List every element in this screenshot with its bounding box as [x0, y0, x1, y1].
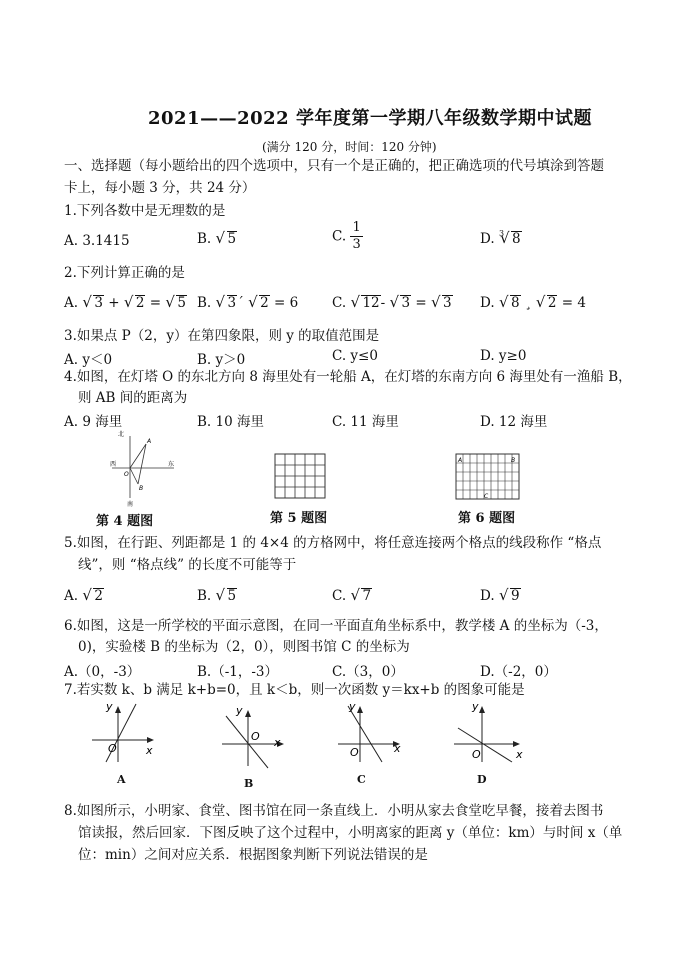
fig5-grid: [274, 453, 328, 501]
q1-option-a: A. 3.1415: [64, 233, 130, 249]
y-axis-label: y: [349, 700, 356, 713]
q2-a-r2: 2: [135, 295, 145, 311]
q1-stem: 1.下列各数中是无理数的是: [64, 203, 226, 219]
q2-c-op: -: [380, 295, 386, 311]
q7-graph-a-label: A: [117, 773, 126, 786]
q2-d-label: D.: [480, 295, 495, 311]
q4-line1: 4.如图，在灯塔 O 的东北方向 8 海里处有一轮船 A，在灯塔的东南方向 6 海里处有一渔船 B，: [64, 369, 632, 385]
q5-d-radicand: 9: [510, 588, 520, 604]
q2-b-r2: 2: [260, 295, 269, 311]
fraction: [350, 220, 362, 253]
sqrt-symbol: [165, 295, 187, 311]
page-title: 2021——2022 学年度第一学期八年级数学期中试题: [148, 108, 592, 129]
q6-option-d: D.（-2，0）: [480, 664, 557, 680]
q5-b-radicand: 5: [227, 588, 237, 604]
q1-d-radicand: 8: [512, 231, 521, 247]
q5-option-a: [64, 588, 104, 604]
q2-c-label: C.: [332, 295, 347, 311]
sqrt-symbol: [82, 295, 104, 311]
sqrt-symbol: [216, 588, 238, 604]
q2-d-r2: 2: [547, 295, 557, 311]
x-axis-label: x: [394, 742, 401, 755]
q2-d-eq: = 4: [561, 295, 586, 311]
point-o-label: O: [124, 471, 129, 478]
x-axis-label: x: [516, 748, 523, 761]
fig4-diagram: [110, 430, 180, 508]
sqrt-symbol: [499, 295, 521, 311]
sqrt-symbol: [536, 295, 558, 311]
ob-segment: [130, 468, 138, 484]
q2-option-a: [64, 295, 187, 311]
east-label: 东: [168, 461, 175, 468]
y-axis-label: y: [472, 700, 479, 713]
q1-c-denominator: 3: [352, 237, 361, 252]
q8-line2: 馆读报，然后回家．下图反映了这个过程中，小明离家的距离 y（单位：km）与时间 x（单: [78, 825, 623, 841]
point-b-label: B: [511, 457, 516, 464]
q4-option-a: A. 9 海里: [64, 414, 123, 430]
origin-label: O: [472, 748, 481, 761]
q1-c-numerator: 1: [352, 220, 361, 235]
west-label: 西: [110, 461, 117, 468]
q2-option-d: [480, 295, 586, 311]
q5-line1: 5.如图，在行距、列距都是 1 的 4×4 的方格网中，将任意连接两个格点的线段称作 “格点: [64, 535, 602, 551]
q3-option-a: A. y＜0: [64, 352, 113, 368]
sqrt-symbol: [500, 231, 522, 247]
fig6-caption: 第 6 题图: [458, 511, 516, 526]
q2-a-r3: 5: [177, 295, 186, 311]
q1-option-b: [197, 231, 237, 247]
q2-a-label: A.: [64, 295, 79, 311]
q2-a-op: +: [108, 295, 120, 311]
section1-line2: 卡上，每小题 3 分，共 24 分）: [64, 180, 256, 196]
q2-b-eq: = 6: [274, 295, 299, 311]
y-axis-label: y: [106, 700, 113, 713]
sqrt-symbol: [499, 588, 521, 604]
cube-root-index: 3: [498, 229, 505, 238]
q5-line2: 线”，则 “格点线” 的长度不可能等于: [78, 557, 297, 573]
q5-option-b: [197, 588, 237, 604]
q1-option-d: [480, 231, 522, 247]
q6-option-a: A.（0，-3）: [64, 664, 141, 680]
q7-graph-d: [450, 700, 530, 766]
q8-line3: 位：min）之间对应关系．根据图象判断下列说法错误的是: [78, 847, 428, 863]
sqrt-symbol: [124, 295, 146, 311]
q1-option-c: [332, 220, 363, 253]
q6-line2: 0)，实验楼 B 的坐标为（2，0），则图书馆 C 的坐标为: [78, 639, 410, 655]
q8-line1: 8.如图所示，小明家、食堂、图书馆在同一条直线上．小明从家去食堂吃早餐，接着去图书: [64, 803, 604, 819]
q7-graph-c: [334, 700, 406, 766]
q2-a-eq: =: [149, 295, 162, 311]
q4-option-c: C. 11 海里: [332, 414, 399, 430]
q2-a-r1: 3: [94, 295, 103, 311]
sqrt-symbol: [431, 295, 453, 311]
function-line: [226, 716, 268, 768]
q2-option-c: [332, 295, 453, 311]
point-a-label: A: [147, 438, 152, 445]
q1-c-label: C.: [332, 228, 347, 245]
q5-option-d: [480, 588, 521, 604]
function-line: [458, 728, 512, 762]
q7-graph-c-label: C: [357, 773, 366, 786]
q6-line1: 6.如图，这是一所学校的平面示意图，在同一平面直角坐标系中，教学楼 A 的坐标为（-3，: [64, 618, 608, 634]
origin-label: O: [108, 742, 117, 755]
sqrt-symbol: [389, 295, 411, 311]
q5-d-label: D.: [480, 588, 495, 604]
q4-line2: 则 AB 间的距离为: [78, 390, 188, 406]
q2-c-r2: 3: [401, 295, 411, 311]
q2-b-op: ´: [237, 295, 244, 311]
q1-d-label: D.: [480, 231, 495, 247]
sqrt-symbol: [350, 588, 372, 604]
sqrt-symbol: [82, 588, 104, 604]
q2-b-r1: 3: [227, 295, 237, 311]
q2-b-label: B.: [197, 295, 212, 311]
q1-b-radicand: 5: [227, 231, 237, 247]
point-b-label: B: [139, 485, 144, 492]
q7-graph-b-label: B: [244, 777, 254, 790]
north-label: 北: [118, 431, 125, 438]
q3-option-d: D. y≥0: [480, 348, 527, 364]
q7-graph-a: [88, 700, 160, 766]
q2-c-eq: =: [415, 295, 427, 311]
sqrt-symbol: [216, 295, 238, 311]
q6-option-b: B.（-1，-3）: [197, 664, 279, 680]
x-axis-label: x: [274, 736, 281, 749]
sqrt-symbol: [216, 231, 238, 247]
q7-stem: 7.若实数 k、b 满足 k+b=0，且 k＜b，则一次函数 y＝kx+b 的图象可能是: [64, 682, 525, 698]
sqrt-symbol: [350, 295, 380, 311]
origin-label: O: [350, 746, 359, 759]
q2-c-r1: 12: [362, 295, 380, 311]
q7-graph-b: [218, 704, 290, 770]
fig6-grid: [455, 453, 521, 503]
q6-option-c: C.（3，0）: [332, 664, 404, 680]
q5-c-radicand: 7: [362, 588, 372, 604]
x-axis-label: x: [146, 744, 153, 757]
q2-option-b: [197, 295, 298, 311]
q5-option-c: [332, 588, 372, 604]
q2-d-r1: 8: [510, 295, 520, 311]
q4-option-b: B. 10 海里: [197, 414, 264, 430]
q5-c-label: C.: [332, 588, 347, 604]
origin-label: O: [251, 730, 260, 743]
q3-option-c: C. y≤0: [332, 348, 378, 364]
q5-a-label: A.: [64, 588, 79, 604]
point-a-label: A: [458, 457, 463, 464]
q5-b-label: B.: [197, 588, 212, 604]
section1-line1: 一、选择题（每小题给出的四个选项中，只有一个是正确的，把正确选项的代号填涂到答题: [64, 158, 604, 174]
q4-option-d: D. 12 海里: [480, 414, 548, 430]
south-label: 南: [127, 501, 134, 508]
fig4-caption: 第 4 题图: [96, 514, 154, 529]
q1-b-label: B.: [197, 231, 212, 247]
page-subtitle: (满分 120 分，时间：120 分钟): [262, 140, 437, 154]
q2-stem: 2.下列计算正确的是: [64, 265, 185, 281]
q2-d-op: ¸: [524, 295, 532, 311]
q7-graph-d-label: D: [477, 773, 487, 786]
q5-a-radicand: 2: [94, 588, 103, 604]
sqrt-symbol: [248, 295, 270, 311]
fig5-caption: 第 5 题图: [270, 511, 328, 526]
q3-stem: 3.如果点 P（2，y）在第四象限，则 y 的取值范围是: [64, 328, 380, 344]
point-c-label: C: [484, 493, 489, 500]
q3-option-b: B. y＞0: [197, 352, 246, 368]
y-axis-label: y: [236, 704, 243, 717]
q2-c-r3: 3: [442, 295, 452, 311]
